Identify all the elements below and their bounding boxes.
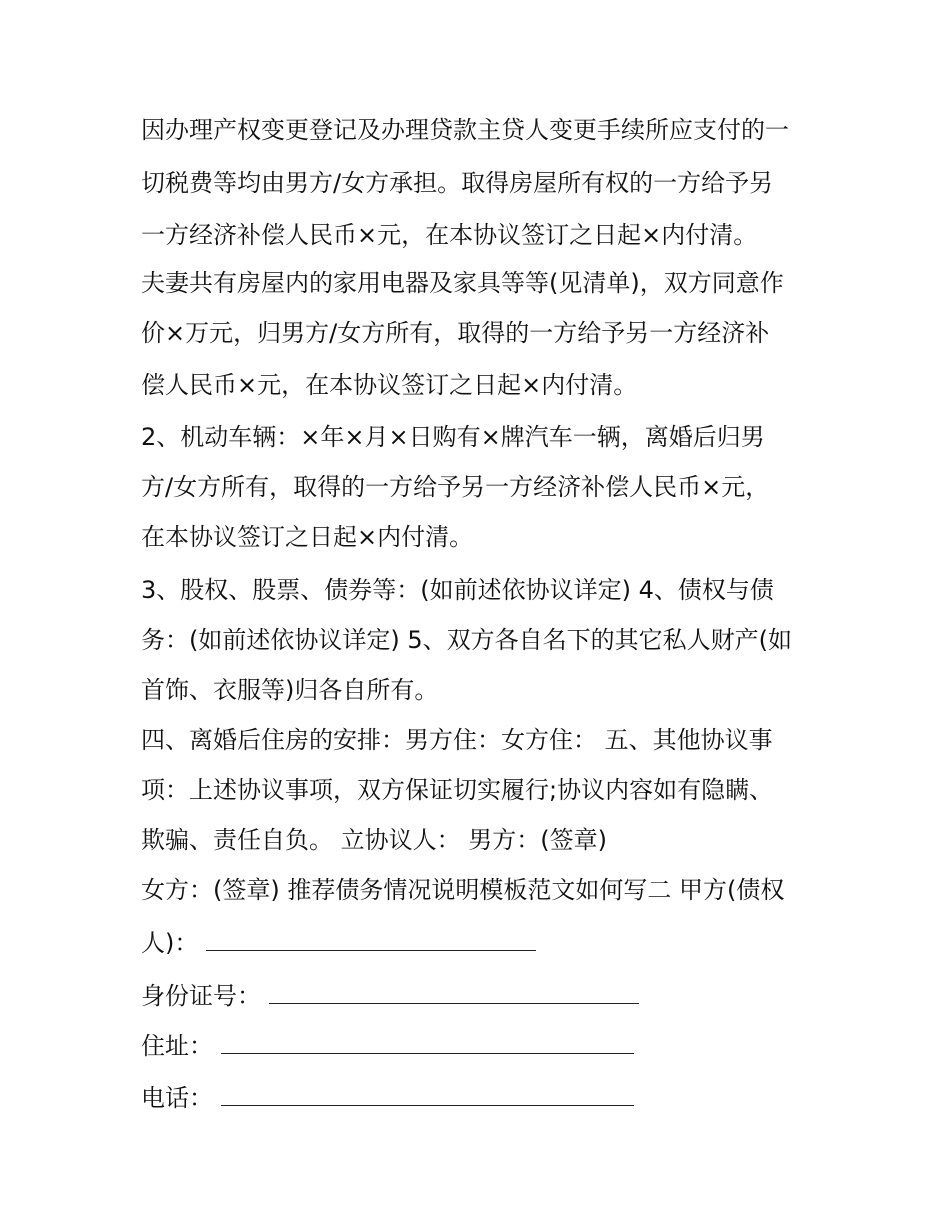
text-line: 项：上述协议事项，双方保证切实履行;协议内容如有隐瞒、 [141,776,774,804]
text-line: 在本协议签订之日起×内付清。 [141,523,474,551]
field-label: 住址： [141,1032,213,1060]
text-line: 夫妻共有房屋内的家用电器及家具等等(见清单)，双方同意作 [141,269,784,297]
text-line: 女方：(签章) 推荐债务情况说明模板范文如何写二 甲方(债权 [141,876,785,904]
text-line: 价×万元，归男方/女方所有，取得的一方给予另一方经济补 [141,319,770,347]
creditor-blank[interactable] [206,926,536,951]
field-label: 身份证号： [141,982,261,1010]
text-line: 偿人民币×元，在本协议签订之日起×内付清。 [141,371,638,399]
text-line: 一方经济补偿人民币×元，在本协议签订之日起×内付清。 [141,221,758,249]
text-line: 务：(如前述依协议详定) 5、双方各自名下的其它私人财产(如 [141,626,792,654]
id-number-blank[interactable] [269,979,639,1004]
text-line: 方/女方所有，取得的一方给予另一方经济补偿人民币×元， [141,473,770,501]
text-line: 四、离婚后住房的安排：男方住：女方住： 五、其他协议事 [141,726,773,754]
field-label: 人)： [141,929,199,957]
address-blank[interactable] [221,1029,634,1054]
phone-field [141,1081,634,1113]
field-label: 电话： [141,1084,213,1112]
id-number-field [141,979,639,1011]
text-line: 2、机动车辆：×年×月×日购有×牌汽车一辆，离婚后归男 [141,423,765,451]
text-line: 首饰、衣服等)归各自所有。 [141,676,439,704]
text-line: 欺骗、责任自负。 立协议人： 男方：(签章) [141,826,607,854]
text-line: 切税费等均由男方/女方承担。取得房屋所有权的一方给予另 [141,169,774,197]
creditor-field [141,926,536,958]
address-field [141,1029,634,1061]
phone-blank[interactable] [221,1081,634,1106]
text-line: 3、股权、股票、债券等：(如前述依协议详定) 4、债权与债 [141,576,774,604]
text-line: 因办理产权变更登记及办理贷款主贷人变更手续所应支付的一 [141,116,789,144]
